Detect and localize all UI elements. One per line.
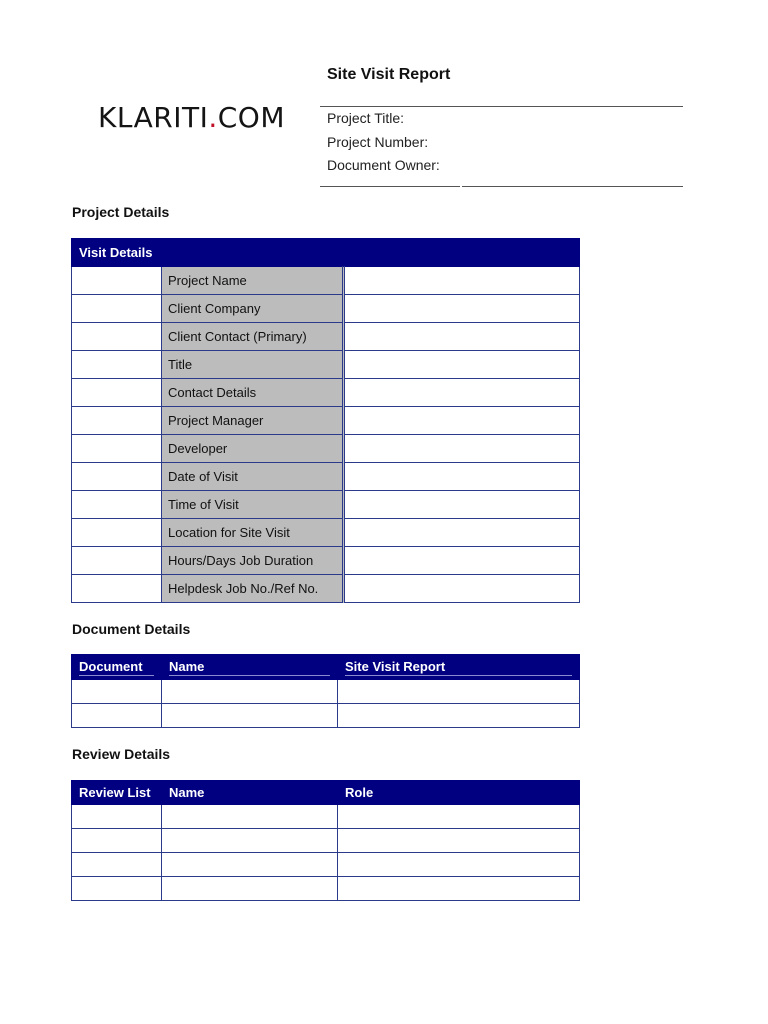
visit-row-blank-cell[interactable] xyxy=(72,295,162,323)
visit-row-blank-cell[interactable] xyxy=(72,435,162,463)
visit-row-blank-cell[interactable] xyxy=(72,379,162,407)
visit-row-blank-cell[interactable] xyxy=(72,323,162,351)
visit-row-value-cell[interactable] xyxy=(344,323,580,351)
visit-row-value-cell[interactable] xyxy=(344,295,580,323)
review-col-name: Name xyxy=(162,781,338,805)
visit-details-row xyxy=(72,295,580,323)
review-details-cell[interactable] xyxy=(72,877,162,901)
document-details-table xyxy=(71,654,580,728)
visit-row-label: Date of Visit xyxy=(162,463,344,491)
visit-row-value-cell[interactable] xyxy=(344,463,580,491)
visit-row-blank-cell[interactable] xyxy=(72,547,162,575)
visit-row-blank-cell[interactable] xyxy=(72,491,162,519)
visit-details-row xyxy=(72,323,580,351)
project-number-label: Project Number: xyxy=(327,134,429,150)
visit-row-blank-cell[interactable] xyxy=(72,519,162,547)
visit-row-label: Developer xyxy=(162,435,344,463)
review-details-row xyxy=(72,853,580,877)
visit-details-header: Visit Details xyxy=(72,239,580,267)
visit-row-value-cell[interactable] xyxy=(344,379,580,407)
review-details-cell[interactable] xyxy=(72,829,162,853)
document-details-cell[interactable] xyxy=(72,704,162,728)
report-title: Site Visit Report xyxy=(327,66,451,83)
visit-details-row xyxy=(72,435,580,463)
visit-row-blank-cell[interactable] xyxy=(72,407,162,435)
visit-details-row xyxy=(72,575,580,603)
review-details-cell[interactable] xyxy=(162,805,338,829)
document-details-row xyxy=(72,680,580,704)
visit-row-label: Client Contact (Primary) xyxy=(162,323,344,351)
visit-row-blank-cell[interactable] xyxy=(72,351,162,379)
visit-details-row xyxy=(72,463,580,491)
review-col-review-list: Review List xyxy=(72,781,162,805)
visit-details-row xyxy=(72,379,580,407)
review-details-cell[interactable] xyxy=(338,853,580,877)
visit-row-label: Location for Site Visit xyxy=(162,519,344,547)
doc-col-document: Document xyxy=(72,655,162,680)
doc-col-name: Name xyxy=(162,655,338,680)
document-owner-label: Document Owner: xyxy=(327,157,440,173)
project-title-label: Project Title: xyxy=(327,110,405,126)
project-details-heading: Project Details xyxy=(72,204,170,220)
document-details-row xyxy=(72,704,580,728)
visit-row-value-cell[interactable] xyxy=(344,407,580,435)
visit-row-blank-cell[interactable] xyxy=(72,575,162,603)
visit-row-blank-cell[interactable] xyxy=(72,463,162,491)
document-details-cell[interactable] xyxy=(162,704,338,728)
header-bottom-rule-right xyxy=(462,186,683,187)
visit-details-row xyxy=(72,351,580,379)
review-details-row xyxy=(72,805,580,829)
visit-row-value-cell[interactable] xyxy=(344,547,580,575)
visit-details-table xyxy=(71,238,580,603)
review-details-cell[interactable] xyxy=(162,853,338,877)
visit-row-label: Hours/Days Job Duration xyxy=(162,547,344,575)
visit-details-row xyxy=(72,547,580,575)
document-details-cell[interactable] xyxy=(72,680,162,704)
visit-details-row xyxy=(72,407,580,435)
review-details-cell[interactable] xyxy=(338,805,580,829)
visit-row-label: Helpdesk Job No./Ref No. xyxy=(162,575,344,603)
review-details-cell[interactable] xyxy=(338,829,580,853)
visit-row-label: Contact Details xyxy=(162,379,344,407)
review-details-cell[interactable] xyxy=(338,877,580,901)
document-details-cell[interactable] xyxy=(338,680,580,704)
document-details-heading: Document Details xyxy=(72,621,191,637)
header-top-rule xyxy=(320,106,683,107)
review-details-row xyxy=(72,829,580,853)
review-col-role: Role xyxy=(338,781,580,805)
visit-details-row xyxy=(72,491,580,519)
visit-row-value-cell[interactable] xyxy=(344,519,580,547)
visit-row-label: Client Company xyxy=(162,295,344,323)
visit-details-row xyxy=(72,519,580,547)
review-details-cell[interactable] xyxy=(72,853,162,877)
document-details-cell[interactable] xyxy=(162,680,338,704)
document-details-cell[interactable] xyxy=(338,704,580,728)
visit-row-label: Project Name xyxy=(162,267,344,295)
visit-row-value-cell[interactable] xyxy=(344,435,580,463)
visit-row-label: Title xyxy=(162,351,344,379)
review-details-cell[interactable] xyxy=(162,877,338,901)
visit-row-label: Time of Visit xyxy=(162,491,344,519)
review-details-cell[interactable] xyxy=(162,829,338,853)
review-details-row xyxy=(72,877,580,901)
visit-row-value-cell[interactable] xyxy=(344,575,580,603)
doc-col-site-visit-report: Site Visit Report xyxy=(338,655,580,680)
company-logo: KLARITI.COM xyxy=(98,101,285,134)
visit-details-row xyxy=(72,267,580,295)
visit-row-label: Project Manager xyxy=(162,407,344,435)
header-bottom-rule-left xyxy=(320,186,460,187)
review-details-heading: Review Details xyxy=(72,746,171,762)
visit-row-blank-cell[interactable] xyxy=(72,267,162,295)
visit-row-value-cell[interactable] xyxy=(344,267,580,295)
review-details-cell[interactable] xyxy=(72,805,162,829)
visit-row-value-cell[interactable] xyxy=(344,351,580,379)
visit-row-value-cell[interactable] xyxy=(344,491,580,519)
review-details-table xyxy=(71,780,580,901)
